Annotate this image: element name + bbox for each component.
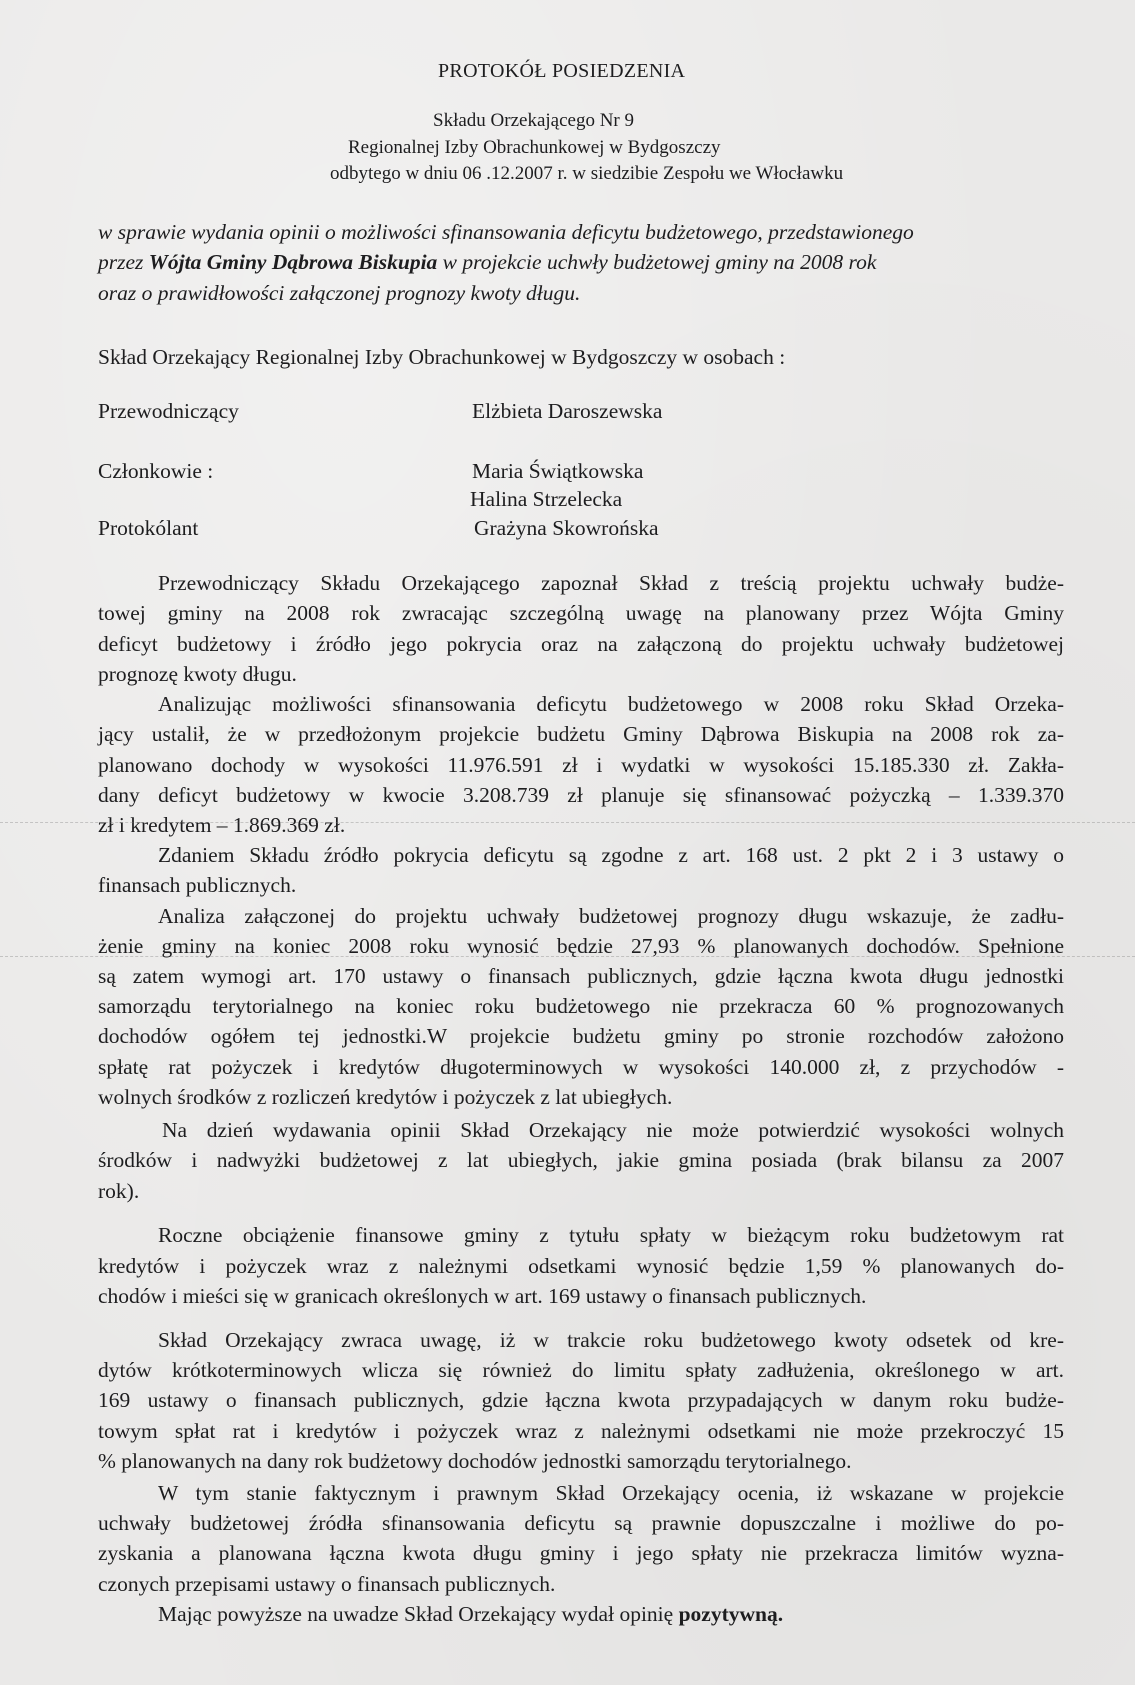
paragraph-line: Analiza załączonej do projektu uchwały budżetowej prognozy długu wskazuje, że zadłu- xyxy=(158,904,1064,928)
paragraph-line: deficyt budżetowy i źródło jego pokrycia oraz na załączoną do projektu uchwały budżetowej xyxy=(98,632,1064,656)
opinion-verdict: pozytywną. xyxy=(678,1602,784,1626)
document-title: PROTOKÓŁ POSIEDZENIA xyxy=(438,60,686,82)
member-role-members: Członkowie : xyxy=(98,459,214,483)
scan-artifact-line xyxy=(0,822,1135,823)
header-line-committee: Składu Orzekającego Nr 9 xyxy=(433,110,635,131)
paragraph-line: planowano dochody w wysokości 11.976.591 zł i wydatki w wysokości 15.185.330 zł. Zakła- xyxy=(98,753,1064,777)
paragraph-line: środków i nadwyżki budżetowej z lat ubiegłych, jakie gmina posiada (brak bilansu za 2007 xyxy=(98,1148,1064,1172)
member-role-chair: Przewodniczący xyxy=(98,399,239,423)
subject-line-2 xyxy=(98,250,876,275)
paragraph-line: zyskania a planowana łączna kwota długu gminy i jego spłaty nie przekracza limitów wyzna- xyxy=(98,1541,1064,1565)
paragraph-line: towym spłat rat i kredytów i pożyczek wraz z należnymi odsetkami nie może przekroczyć 15 xyxy=(98,1419,1064,1443)
paragraph-line: dytów krótkoterminowych wlicza się również do limitu spłaty zadłużenia, określonego w art. xyxy=(98,1358,1064,1382)
paragraph-line: samorządu terytorialnego na koniec roku budżetowego nie przekracza 60 % prognozowanych xyxy=(98,994,1064,1018)
header-line-date-place: odbytego w dniu 06 .12.2007 r. w siedzibie Zespołu we Włocławku xyxy=(330,163,844,184)
paragraph-line: % planowanych na dany rok budżetowy dochodów jednostki samorządu terytorialnego. xyxy=(98,1449,852,1473)
member-name-1: Maria Świątkowska xyxy=(472,459,644,483)
paragraph-line: finansach publicznych. xyxy=(98,873,297,897)
conclusion-text: Mając powyższe na uwadze Skład Orzekający wydał opinię xyxy=(158,1602,679,1626)
paragraph-line: Przewodniczący Składu Orzekającego zapoznał Skład z treścią projektu uchwały budże- xyxy=(158,571,1064,595)
conclusion xyxy=(158,1599,783,1629)
paragraph-line: towej gminy na 2008 rok zwracając szczególną uwagę na planowany przez Wójta Gminy xyxy=(98,601,1064,625)
subject-mayor-name: Wójta Gminy Dąbrowa Biskupia xyxy=(148,250,438,274)
paragraph-line: W tym stanie faktycznym i prawnym Skład Orzekający ocenia, iż wskazane w projekcie xyxy=(158,1481,1064,1505)
member-name-2: Halina Strzelecka xyxy=(470,487,623,511)
paragraph-line: Skład Orzekający zwraca uwagę, iż w trakcie roku budżetowego kwoty odsetek od kre- xyxy=(158,1328,1064,1352)
paragraph-line: żenie gminy na koniec 2008 roku wynosić będzie 27,93 % planowanych dochodów. Spełnione xyxy=(98,934,1064,958)
paragraph-line: zł i kredytem – 1.869.369 zł. xyxy=(98,813,346,837)
paragraph-line: dany deficyt budżetowy w kwocie 3.208.739 zł planuje się sfinansować pożyczką – 1.339.370 xyxy=(98,783,1064,807)
subject-prefix: przez xyxy=(98,250,149,274)
paragraph-line: czonych przepisami ustawy o finansach publicznych. xyxy=(98,1572,556,1596)
member-name-recorder: Grażyna Skowrońska xyxy=(474,516,659,540)
member-name-chair: Elżbieta Daroszewska xyxy=(472,399,663,423)
paragraph-line: chodów i mieści się w granicach określonych w art. 169 ustawy o finansach publicznych. xyxy=(98,1284,867,1308)
subject-line-3: oraz o prawidłowości załączonej prognozy kwoty długu. xyxy=(98,281,581,305)
member-role-recorder: Protokólant xyxy=(98,516,199,540)
paragraph-line: 169 ustawy o finansach publicznych, gdzie łączna kwota przypadających w danym roku budże- xyxy=(98,1388,1064,1412)
paragraph-line: są zatem wymogi art. 170 ustawy o finansach publicznych, gdzie łączna kwota długu jednostki xyxy=(98,964,1064,988)
paragraph-line: Roczne obciążenie finansowe gminy z tytułu spłaty w bieżącym roku budżetowym rat xyxy=(158,1223,1064,1247)
composition-intro: Skład Orzekający Regionalnej Izby Obrachunkowej w Bydgoszczy w osobach : xyxy=(98,345,786,369)
subject-line-1: w sprawie wydania opinii o możliwości sfinansowania deficytu budżetowego, przedstawionego xyxy=(98,220,914,244)
paragraph-line: jący ustalił, że w przedłożonym projekcie budżetu Gminy Dąbrowa Biskupia na 2008 rok za- xyxy=(98,722,1064,746)
paragraph-line: Zdaniem Składu źródło pokrycia deficytu są zgodne z art. 168 ust. 2 pkt 2 i 3 ustawy o xyxy=(158,843,1064,867)
header-line-chamber: Regionalnej Izby Obrachunkowej w Bydgoszczy xyxy=(348,137,721,158)
paragraph-line: spłatę rat pożyczek i kredytów długoterminowych w wysokości 140.000 zł, z przychodów - xyxy=(98,1055,1064,1079)
scan-artifact-line xyxy=(0,956,1135,957)
paragraph-line: prognozę kwoty długu. xyxy=(98,662,297,686)
paragraph-line: uchwały budżetowej źródła sfinansowania deficytu są prawnie dopuszczalne i możliwe do po- xyxy=(98,1511,1064,1535)
paragraph-line: kredytów i pożyczek wraz z należnymi odsetkami wynosić będzie 1,59 % planowanych do- xyxy=(98,1254,1064,1278)
paragraph-line: rok). xyxy=(98,1179,140,1203)
subject-suffix: w projekcie uchwły budżetowej gminy na 2008 rok xyxy=(437,250,877,274)
paragraph-line: dochodów ogółem tej jednostki.W projekcie budżetu gminy po stronie rozchodów założono xyxy=(98,1024,1064,1048)
paragraph-line: wolnych środków z rozliczeń kredytów i pożyczek z lat ubiegłych. xyxy=(98,1085,673,1109)
paragraph-line: Analizując możliwości sfinansowania deficytu budżetowego w 2008 roku Skład Orzeka- xyxy=(158,692,1064,716)
paragraph-line: Na dzień wydawania opinii Skład Orzekający nie może potwierdzić wysokości wolnych xyxy=(162,1118,1064,1142)
